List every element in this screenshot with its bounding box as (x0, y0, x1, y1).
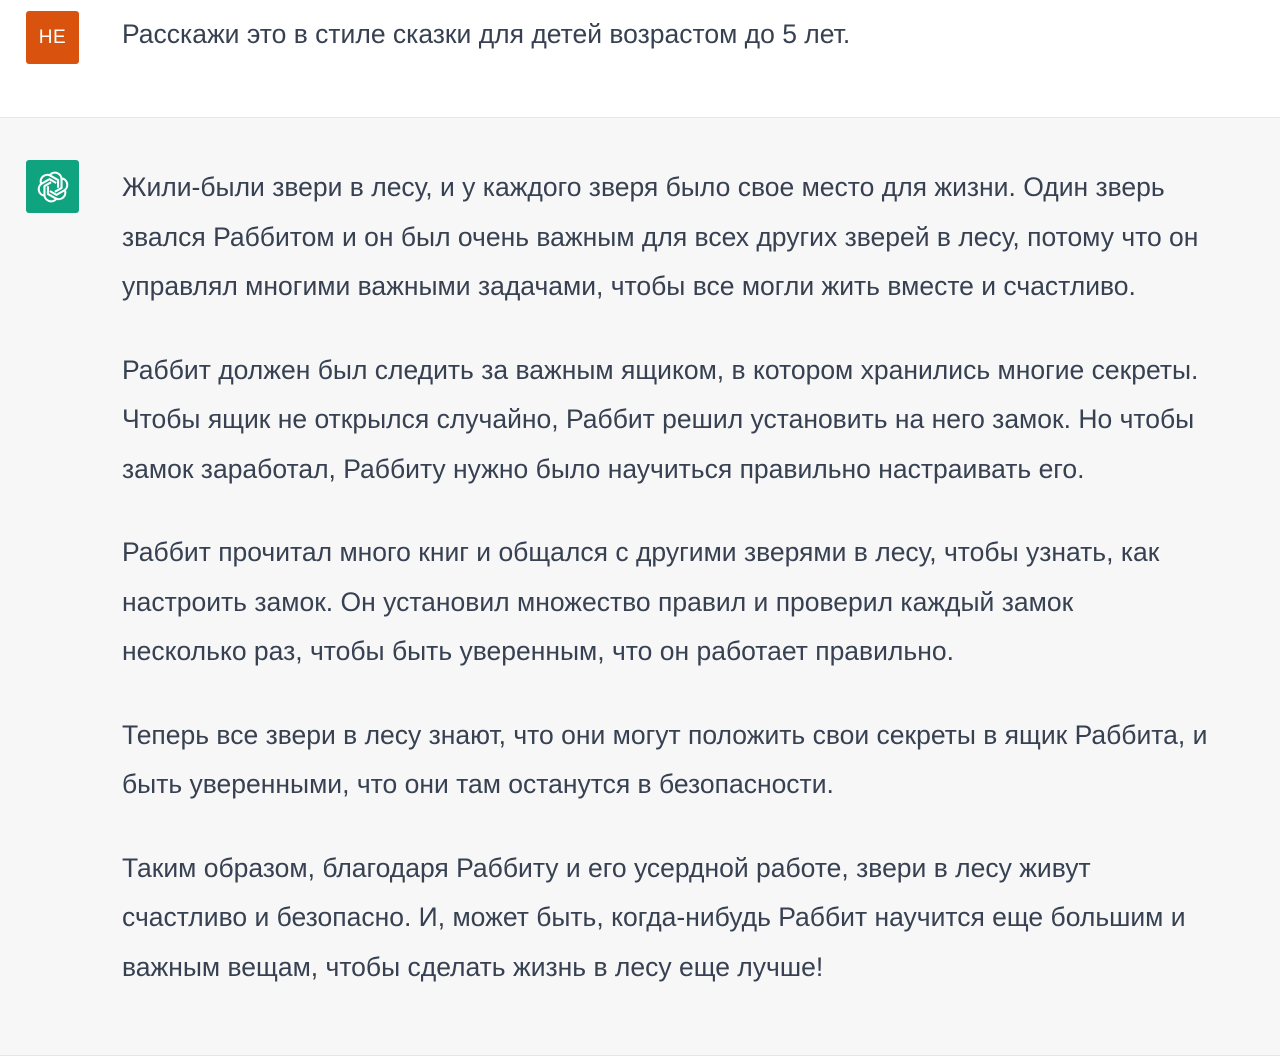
text-line: замок заработал, Раббиту нужно было научиться правильно настраивать его. (122, 453, 1085, 484)
text-line: Раббит прочитал много книг и общался с другими зверями в лесу, чтобы узнать, как (122, 537, 1160, 567)
assistant-avatar (26, 160, 79, 213)
text-line: Жили-были звери в лесу, и у каждого зверя было свое место для жизни. Один зверь (122, 172, 1165, 202)
text-line: счастливо и безопасно. И, может быть, когда-нибудь Раббит научится еще большим и (122, 902, 1186, 932)
text-line: Чтобы ящик не открылся случайно, Раббит решил установить на него замок. Но чтобы (122, 404, 1195, 434)
assistant-paragraph (122, 163, 1272, 312)
user-message-text: Расскажи это в стиле сказки для детей возрастом до 5 лет. (122, 19, 851, 49)
openai-logo-icon (34, 168, 72, 206)
assistant-message-row (0, 118, 1280, 1056)
assistant-message-text (122, 163, 1272, 1026)
text-line: Раббит должен был следить за важным ящиком, в котором хранились многие секреты. (122, 354, 1199, 385)
assistant-paragraph (122, 844, 1272, 993)
text-line: Таким образом, благодаря Раббиту и его усердной работе, звери в лесу живут (122, 852, 1091, 883)
assistant-paragraph (122, 711, 1272, 810)
text-line: управлял многими важными задачами, чтобы все могли жить вместе и счастливо. (122, 271, 1136, 301)
text-line: важным вещам, чтобы сделать жизнь в лесу еще лучше! (122, 951, 824, 982)
assistant-paragraph (122, 346, 1272, 495)
text-line: быть уверенными, что они там останутся в безопасности. (122, 769, 834, 799)
text-line: Теперь все звери в лесу знают, что они могут положить свои секреты в ящик Раббита, и (122, 719, 1208, 750)
text-line: настроить замок. Он установил множество правил и проверил каждый замок (122, 586, 1074, 617)
user-message-row (0, 0, 1280, 118)
text-line: несколько раз, чтобы быть уверенным, что он работает правильно. (122, 636, 954, 666)
assistant-paragraph (122, 528, 1272, 677)
user-avatar: НЕ (26, 11, 79, 64)
text-line: звался Раббитом и он был очень важным для всех других зверей в лесу, потому что он (122, 221, 1199, 252)
